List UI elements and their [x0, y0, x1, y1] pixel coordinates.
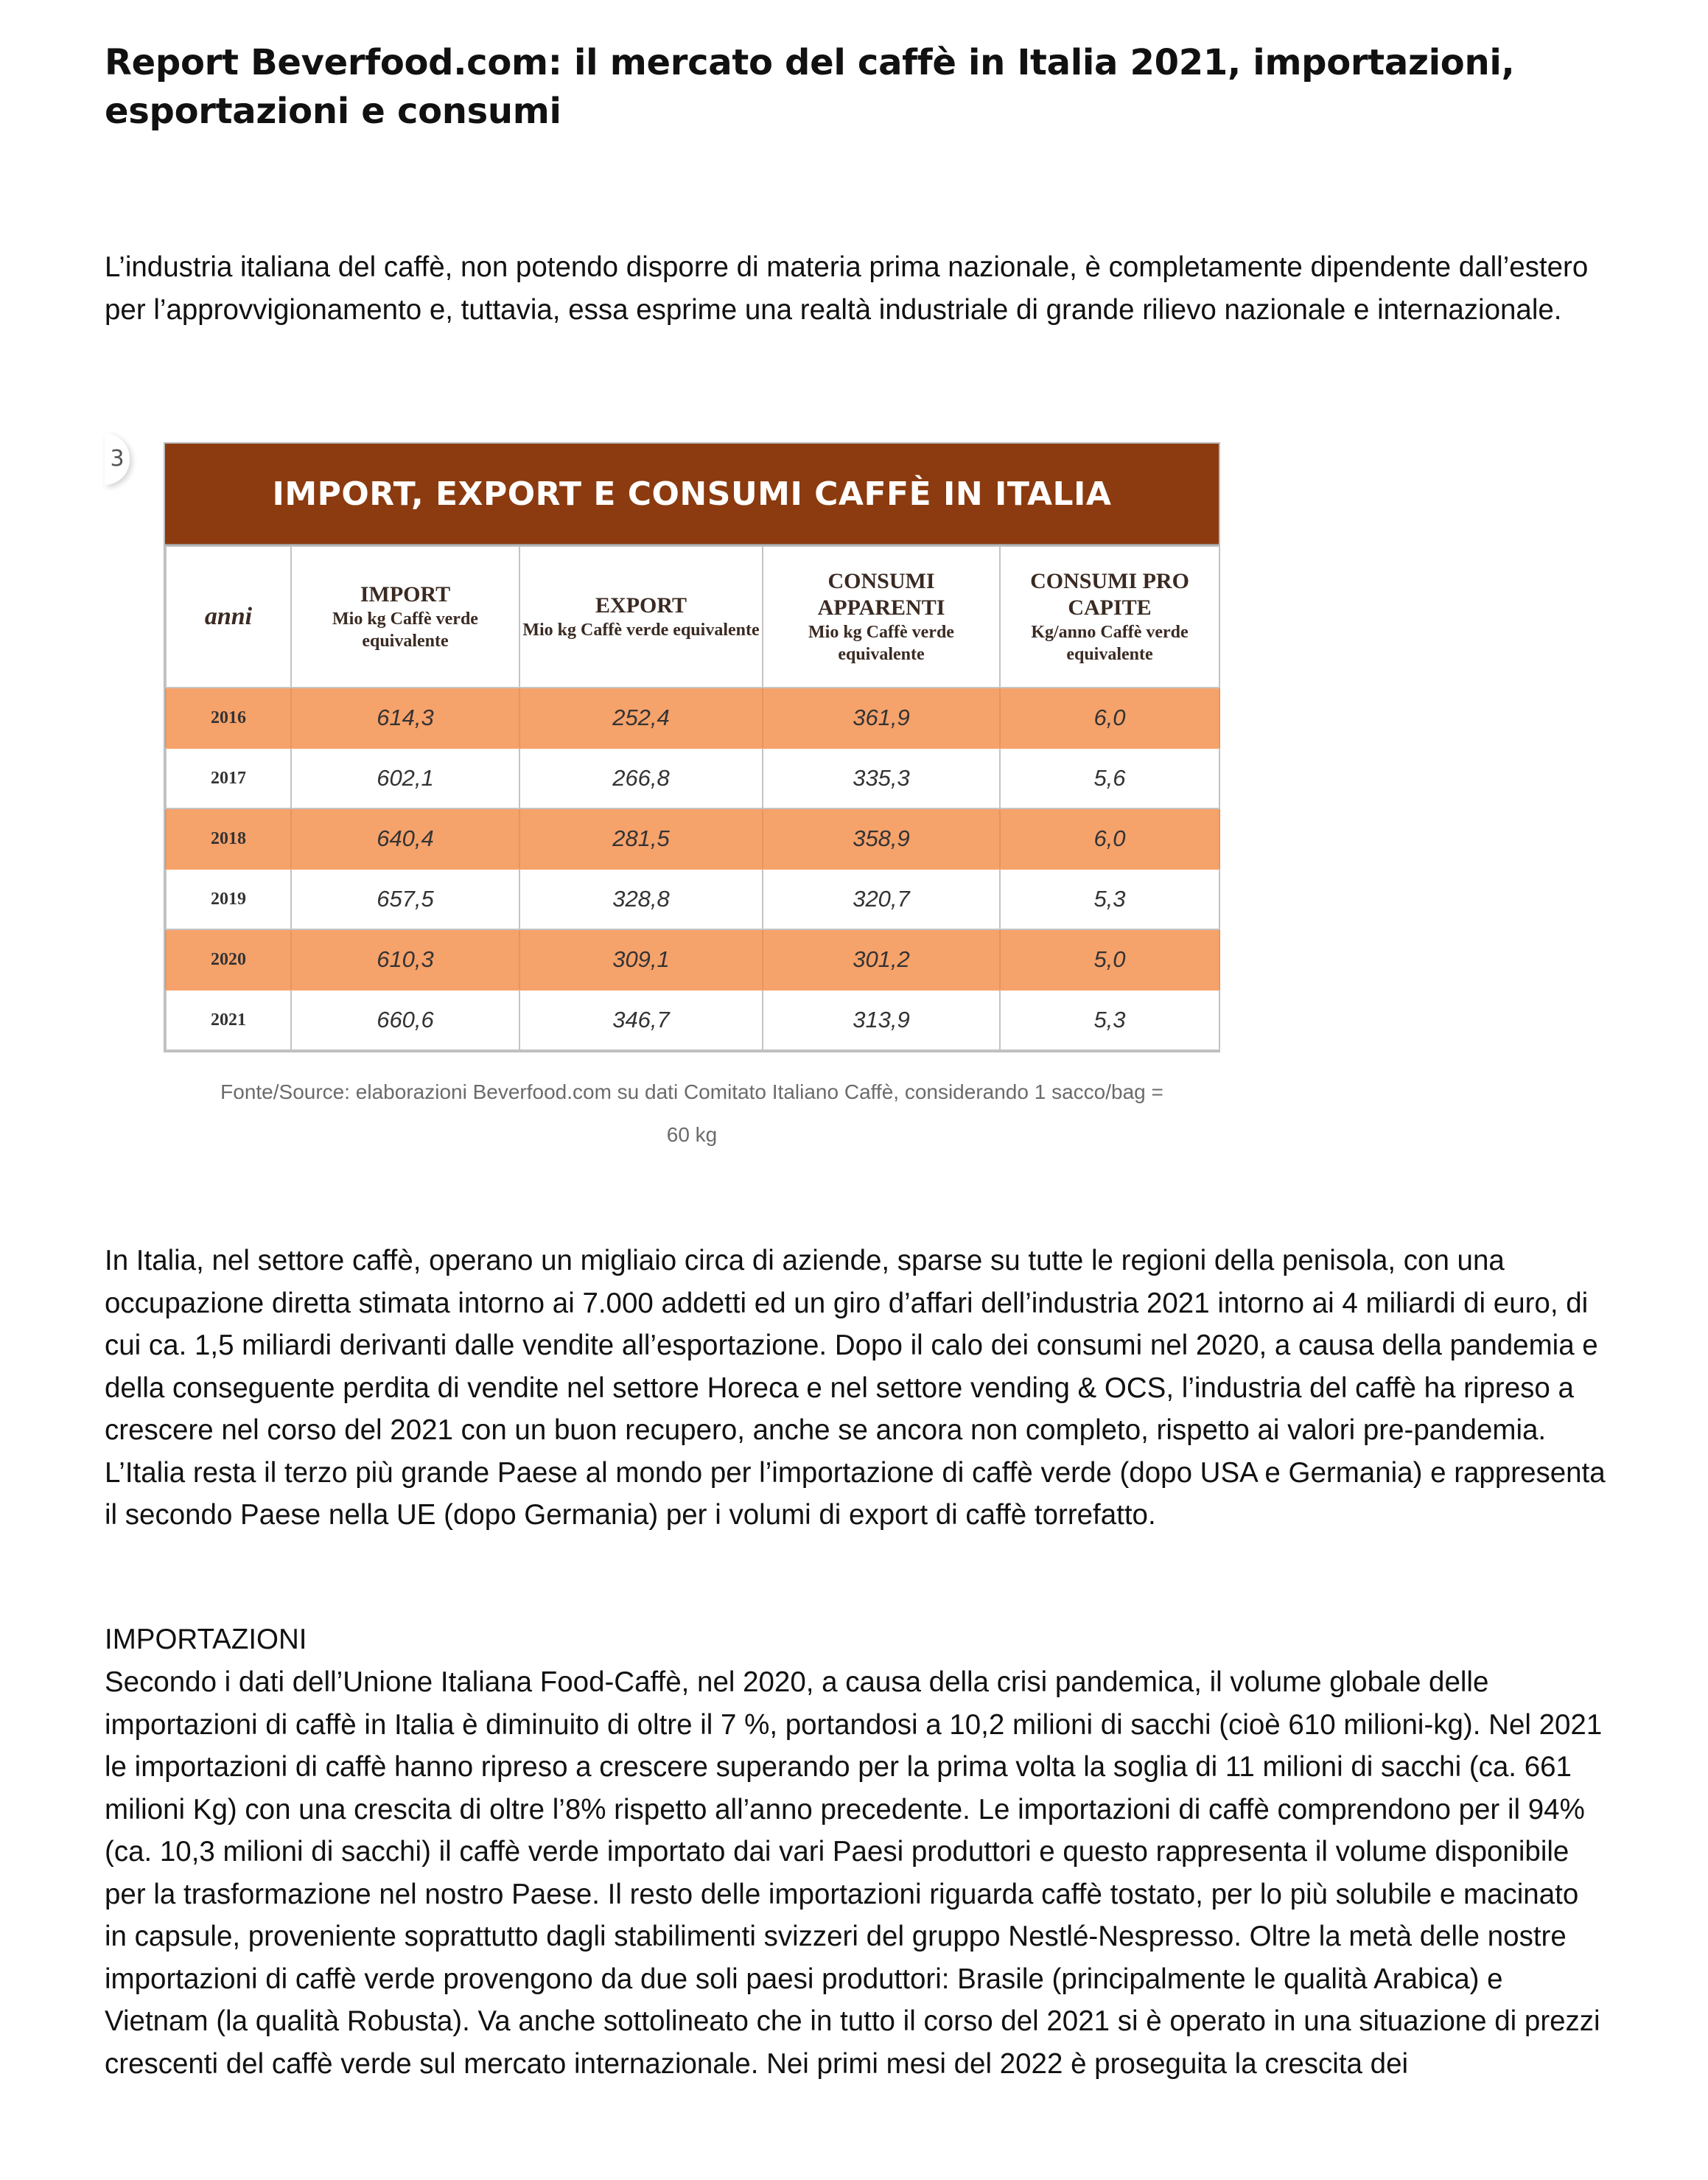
header-consumi: [763, 546, 1000, 688]
cell-year: 2016: [166, 688, 291, 748]
cell-procapite: 6,0: [1000, 808, 1219, 869]
cell-procapite: 5,3: [1000, 869, 1219, 929]
intro-paragraph: L’industria italiana del caffè, non potendo disporre di materia prima nazionale, è completamente dipendente dall’estero per l’approvvigionamento e, tuttavia, essa esprime una realtà industriale di grande rilievo nazionale e internazionale.: [105, 251, 1589, 326]
cell-procapite: 6,0: [1000, 688, 1219, 748]
cell-consumi: 320,7: [763, 869, 1000, 929]
cell-procapite: 5,0: [1000, 929, 1219, 990]
table-row: [166, 688, 1219, 748]
header-import-title: IMPORT: [360, 582, 451, 607]
header-export-subtitle: Mio kg Caffè verde equivalente: [522, 621, 760, 640]
cell-year: 2021: [166, 990, 291, 1050]
cell-import: 657,5: [291, 869, 519, 929]
importazioni-paragraph: Secondo i dati dell’Unione Italiana Food-Caffè, nel 2020, a causa della crisi pandemica, il volume globale delle importazioni di caffè in Italia è diminuito di oltre il 7 %, portandosi a 10,2 milioni di sacchi (cioè 610 milioni-kg). Nel 2021 le importazioni di caffè hanno ripreso a crescere superando per la prima volta la soglia di 11 milioni di sacchi (ca. 661 milioni Kg) con una crescita di oltre l’8% rispetto all’anno precedente. Le importazioni di caffè comprendono per il 94% (ca. 10,3 milioni di sacchi) il caffè verde importato dai vari Paesi produttori e questo rappresenta il volume disponibile per la trasformazione nel nostro Paese. Il resto delle importazioni riguarda caffè tostato, per lo più solubile e macinato in capsule, proveniente soprattutto dagli stabilimenti svizzeri del gruppo Nestlé-Nespresso. Oltre la metà delle nostre importazioni di caffè verde provengono da due soli paesi produttori: Brasile (principalmente le qualità Arabica) e Vietnam (la qualità Robusta). Va anche sottolineato che in tutto il corso del 2021 si è operato in una situazione di prezzi crescenti del caffè verde sul mercato internazionale. Nei primi mesi del 2022 è proseguita la crescita dei: [105, 1666, 1603, 2080]
side-tab-icon[interactable]: 3: [105, 433, 130, 485]
coffee-table: [164, 442, 1220, 1052]
header-procapite-title: CONSUMI PRO CAPITE: [1030, 569, 1189, 620]
cell-export: 328,8: [519, 869, 763, 929]
source-caption: [164, 1071, 1220, 1156]
cell-year: 2018: [166, 808, 291, 869]
data-table: [165, 545, 1220, 1051]
table-row: [166, 929, 1219, 990]
table-row: [166, 808, 1219, 869]
header-procapite: [1000, 546, 1219, 688]
header-consumi-subtitle: Mio kg Caffè verde equivalente: [808, 623, 954, 664]
cell-import: 610,3: [291, 929, 519, 990]
header-procapite-subtitle: Kg/anno Caffè verde equivalente: [1031, 623, 1189, 664]
cell-consumi: 361,9: [763, 688, 1000, 748]
table-figure: [105, 404, 1225, 1156]
page-title: Report Beverfood.com: il mercato del caffè in Italia 2021, importazioni, esportazioni e consumi: [105, 42, 1515, 132]
header-import: [291, 546, 519, 688]
cell-year: 2019: [166, 869, 291, 929]
cell-export: 266,8: [519, 748, 763, 808]
cell-consumi: 301,2: [763, 929, 1000, 990]
cell-import: 602,1: [291, 748, 519, 808]
cell-export: 252,4: [519, 688, 763, 748]
cell-procapite: 5,3: [1000, 990, 1219, 1050]
cell-import: 660,6: [291, 990, 519, 1050]
table-row: [166, 748, 1219, 808]
section-heading-importazioni: IMPORTAZIONI: [105, 1624, 307, 1655]
table-header-row: [166, 546, 1219, 688]
table-row: [166, 990, 1219, 1050]
cell-year: 2017: [166, 748, 291, 808]
table-title: IMPORT, EXPORT E CONSUMI CAFFÈ IN ITALIA: [165, 444, 1219, 545]
header-export-title: EXPORT: [595, 593, 687, 618]
header-import-subtitle: Mio kg Caffè verde equivalente: [332, 609, 478, 651]
cell-consumi: 358,9: [763, 808, 1000, 869]
cell-export: 309,1: [519, 929, 763, 990]
cell-procapite: 5,6: [1000, 748, 1219, 808]
header-consumi-title: CONSUMI APPARENTI: [817, 569, 945, 620]
source-line-1: Fonte/Source: elaborazioni Beverfood.com su dati Comitato Italiano Caffè, considerando 1 sacco/bag =: [220, 1080, 1163, 1103]
body-paragraph: In Italia, nel settore caffè, operano un migliaio circa di aziende, sparse su tutte le regioni della penisola, con una occupazione diretta stimata intorno ai 7.000 addetti ed un giro d’affari dell’industria 2021 intorno ai 4 miliardi di euro, di cui ca. 1,5 miliardi derivanti dalle vendite all’esportazione. Dopo il calo dei consumi nel 2020, a causa della pandemia e della conseguente perdita di vendite nel settore Horeca e nel settore vending & OCS, l’industria del caffè ha ripreso a crescere nel corso del 2021 con un buon recupero, anche se ancora non completo, rispetto ai valori pre-pandemia. L’Italia resta il terzo più grande Paese al mondo per l’importazione di caffè verde (dopo USA e Germania) e rappresenta il secondo Paese nella UE (dopo Germania) per i volumi di export di caffè torrefatto.: [105, 1245, 1606, 1531]
cell-export: 346,7: [519, 990, 763, 1050]
cell-consumi: 335,3: [763, 748, 1000, 808]
cell-year: 2020: [166, 929, 291, 990]
cell-export: 281,5: [519, 808, 763, 869]
cell-import: 614,3: [291, 688, 519, 748]
source-line-2: 60 kg: [666, 1123, 718, 1146]
cell-import: 640,4: [291, 808, 519, 869]
cell-consumi: 313,9: [763, 990, 1000, 1050]
header-export: [519, 546, 763, 688]
table-row: [166, 869, 1219, 929]
header-anni: anni: [166, 546, 291, 688]
